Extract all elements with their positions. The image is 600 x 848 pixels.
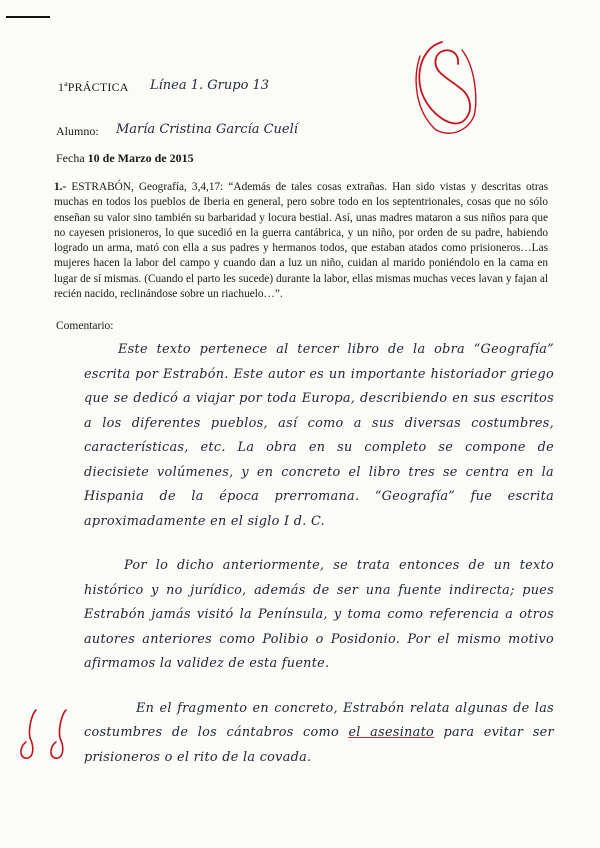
commentary-p3-start: En el fragmento en concreto, Estrabón relata algunas de las costumbres de los cántabros como [84, 700, 554, 740]
date-value: 10 de Marzo de 2015 [87, 151, 194, 165]
commentary-paragraph-1: Este texto pertenece al tercer libro de la obra “Geografía” escrita por Estrabón. Este autor es un importante historiador griego que se dedicó a viajar por toda Europa, describiendo en sus escritos a los diferentes pueblos, así como a sus diversas costumbres, características, etc. La obra en su completo se compone de diecisiete volúmenes, y en concreto el libro tres se centra en la Hispania de la época prerromana. “Geografía” fue escrita aproximadamente en el siglo I d. C. [84, 342, 554, 529]
exercise-number: 1.- [54, 181, 67, 193]
top-left-rule [6, 16, 50, 18]
student-name: María Cristina García Cuelí [116, 122, 298, 137]
student-label: Alumno: [56, 124, 99, 138]
commentary-paragraph-2: Por lo dicho anteriormente, se trata entonces de un texto histórico y no jurídico, además de ser una fuente indirecta; pues Estrabón jamás visitó la Península, y toma como referencia a otros autores anteriores como Polibio o Posidonio. Por el mismo motivo afirmamos la validez de esta fuente. [84, 558, 554, 671]
grade-mark [402, 38, 480, 136]
exercise-source: ESTRABÓN, Geografía, 3,4,17: [71, 181, 224, 193]
commentary-p3-end: para evitar ser prisioneros o el rito de la covada. [84, 725, 554, 765]
margin-correction-mark [12, 706, 82, 764]
exercise-text [54, 180, 548, 302]
group-handwritten: Línea 1. Grupo 13 [150, 78, 270, 93]
commentary-body [84, 338, 554, 770]
date-label: Fecha [56, 151, 85, 165]
commentary-paragraph-3 [84, 697, 554, 771]
exercise-quote: “Además de tales cosas extrañas. Han sido vistas y descritas otras muchas en todos los pueblos de Iberia en general, pero sobre todo en los septentrionales, cosas que no sólo enseñan su valor sino también su barbaridad y locura bestial. Así, unas madres mataron a sus niños para que no cayesen prisioneros, lo que sucedió en la guerra cantábrica, y un niño, por orden de su padre, habiendo logrado un arma, mató con ella a sus padres y hermanos todos, que estaban atados como prisioneros…Las mujeres hacen la labor del campo y cuando dan a luz un niño, cuidan al marido poniéndolo en la cama en lugar de sí mismas. (Cuando el parto les sucede) durante la labor, ellas mismas muchas veces lavan y fajan al recién nacido, reclinándose sobre un riachuelo…”. [54, 181, 548, 301]
underlined-phrase: el asesinato [348, 725, 435, 740]
practice-label: 1ªPRÁCTICA [58, 80, 129, 94]
date-line [56, 151, 194, 166]
commentary-label: Comentario: [56, 320, 114, 332]
